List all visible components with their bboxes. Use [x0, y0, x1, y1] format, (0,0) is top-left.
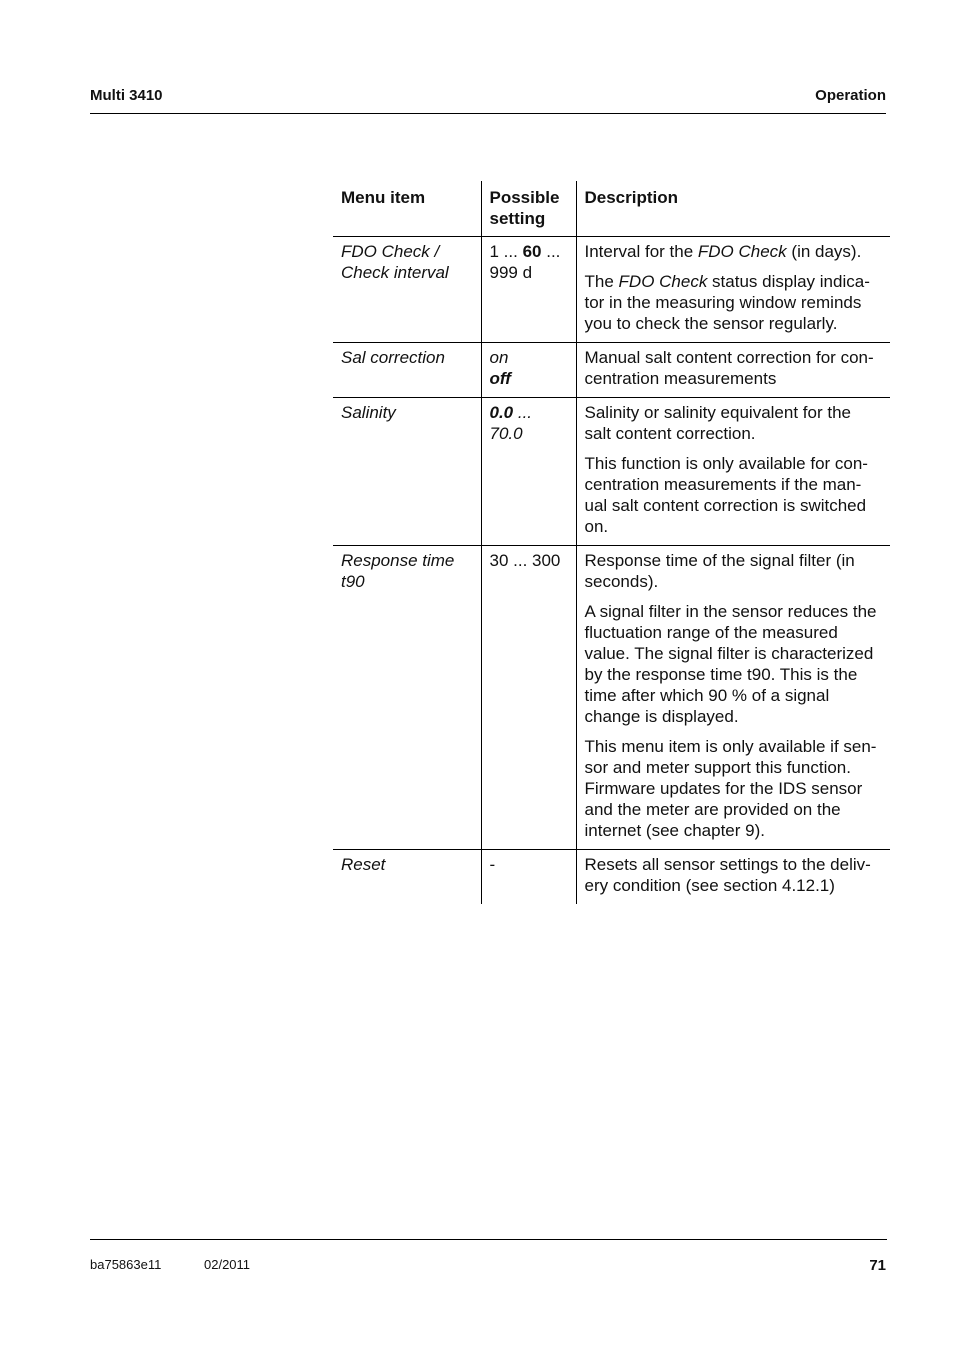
default-value: off — [489, 369, 511, 388]
setting-cell: on off — [481, 343, 576, 398]
description-paragraph: This menu item is only available if sen-sor and meter support this function. Firmware updates for the IDS sensor and the meter are provided on the internet (see chapter 9). — [584, 737, 877, 840]
menu-item-cell: Salinity — [333, 398, 481, 546]
setting-cell: 0.0 ... 70.0 — [481, 398, 576, 546]
default-value: 60 — [522, 242, 542, 261]
description-paragraph: A signal filter in the sensor reduces the fluctuation range of the measured value. The signal filter is characterized by the response time t90. This is the time after which 90 % of a signal change is displayed. — [584, 602, 877, 726]
menu-item-cell: Response time t90 — [333, 546, 481, 850]
description-paragraph: The FDO Check status display indica-tor in the measuring window reminds you to check the sensor regularly. — [584, 272, 870, 333]
description-cell — [576, 237, 890, 343]
menu-item-cell: Sal correction — [333, 343, 481, 398]
column-header-menu-item: Menu item — [333, 181, 481, 237]
table-row — [333, 850, 890, 905]
table-row — [333, 237, 890, 343]
description-cell — [576, 398, 890, 546]
description-paragraph: Response time of the signal filter (in seconds). — [584, 551, 855, 591]
description-paragraph: Interval for the FDO Check (in days). — [584, 242, 862, 261]
header-section-title: Operation — [815, 87, 886, 104]
default-value: 0.0 — [489, 403, 514, 422]
page-number: 71 — [869, 1257, 886, 1274]
header-product-name: Multi 3410 — [90, 87, 163, 104]
column-header-description: Description — [576, 181, 890, 237]
menu-settings-table — [333, 181, 890, 904]
description-paragraph: Salinity or salinity equivalent for the salt content correction. — [584, 403, 851, 443]
table-header-row — [333, 181, 890, 237]
menu-item-cell: Reset — [341, 855, 386, 874]
menu-item-cell — [333, 237, 481, 343]
menu-item-line: Check interval — [341, 263, 449, 282]
table-row — [333, 546, 890, 850]
setting-cell: 1 ... 60 ... 999 d — [481, 237, 576, 343]
description-cell — [576, 546, 890, 850]
description-paragraph: This function is only available for con-centration measurements if the man-ual salt content correction is switched on. — [584, 454, 868, 536]
footer-document-id: ba75863e11 — [90, 1257, 162, 1272]
table-row — [333, 343, 890, 398]
setting-cell: - — [481, 850, 576, 905]
table-row — [333, 398, 890, 546]
header-rule — [90, 113, 886, 114]
column-header-possible-setting: Possible setting — [481, 181, 576, 237]
description-cell: Resets all sensor settings to the deliv-ery condition (see section 4.12.1) — [576, 850, 890, 905]
menu-item-line: FDO Check / — [341, 242, 440, 261]
setting-cell: 30 ... 300 — [481, 546, 576, 850]
footer-rule — [90, 1239, 887, 1240]
description-cell: Manual salt content correction for con-centration measurements — [576, 343, 890, 398]
footer-date: 02/2011 — [204, 1257, 251, 1272]
